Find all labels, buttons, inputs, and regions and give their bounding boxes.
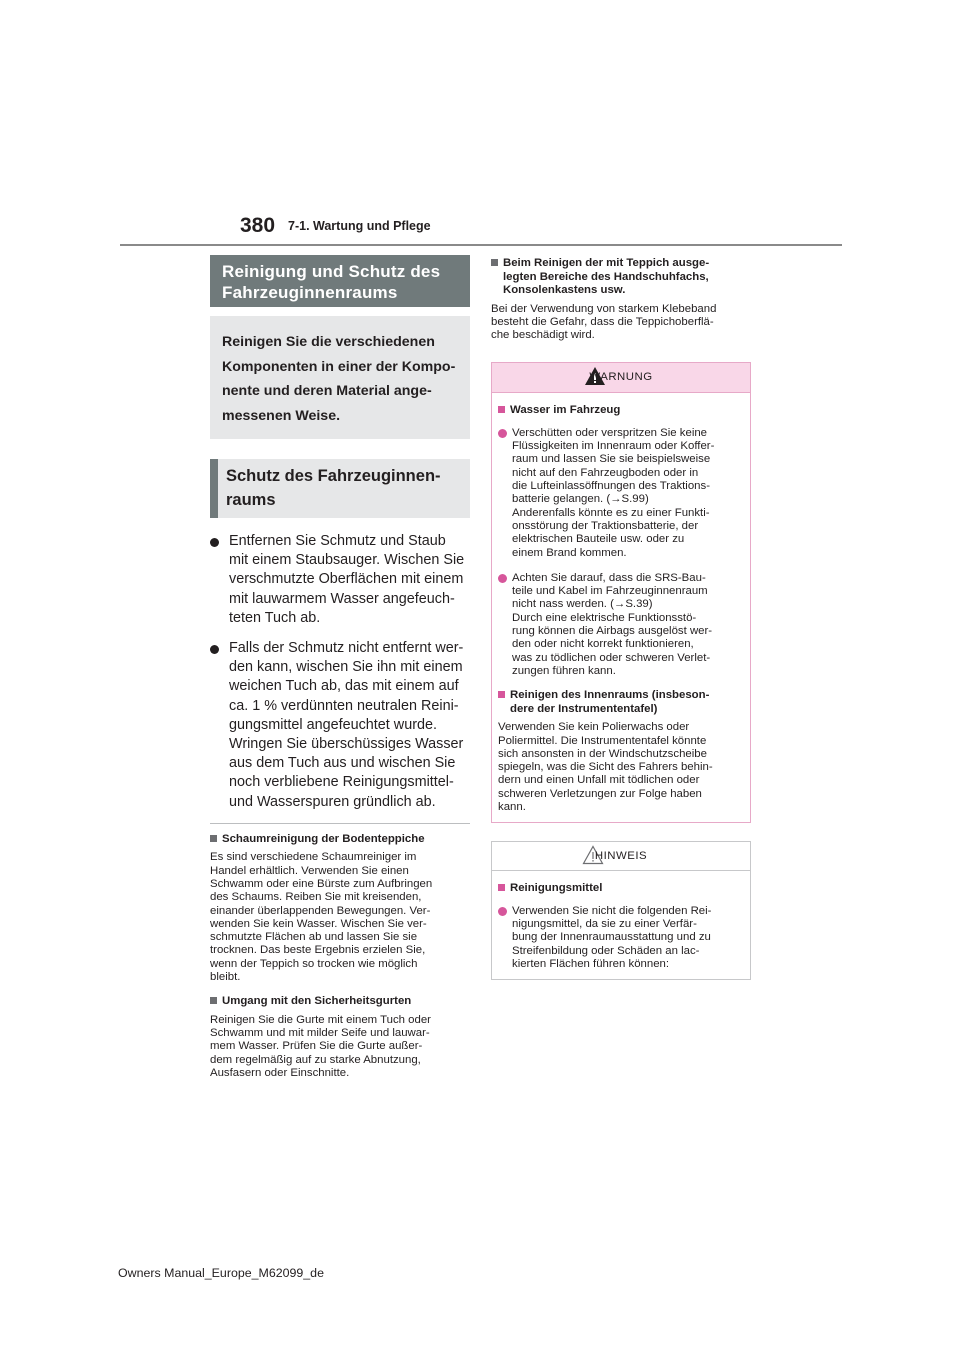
footer-document-id: Owners Manual_Europe_M62099_de: [118, 1266, 324, 1280]
line: Verschütten oder verspritzen Sie keine: [512, 426, 708, 439]
line: einander überlappenden Bewegungen. Ver-: [210, 904, 431, 917]
paragraph: [498, 721, 744, 814]
line: aus dem Tuch aus und wischen Sie: [229, 755, 456, 772]
section-heading: Umgang mit den Sicherheitsgurten: [210, 995, 470, 1009]
notice-header: [492, 842, 750, 871]
line: ca. 1 % verdünnten neutralen Reini-: [229, 697, 459, 714]
line: Reinigen des Innenraums (insbeson-: [510, 689, 710, 702]
notice-item: [498, 905, 744, 971]
line: nicht nass werden. (→S.39): [512, 598, 653, 611]
line: wenn der Teppich so trocken wie möglich: [210, 957, 418, 970]
intro-line: Komponenten in einer der Kompo-: [222, 358, 456, 375]
line: teten Tuch ab.: [229, 609, 321, 626]
line: Streifenbildung oder Schäden an lac-: [512, 944, 700, 957]
intro-line: nente und deren Material ange-: [222, 383, 432, 399]
line: elektrischen Bauteile usw. oder zu: [512, 533, 685, 546]
notice-subheading: Reinigungsmittel: [498, 882, 744, 896]
line: und Wasserspuren gründlich ab.: [229, 793, 436, 810]
section-divider: [210, 823, 470, 824]
line: Beim Reinigen der mit Teppich ausge-: [503, 257, 710, 269]
list-item: [210, 532, 470, 628]
line: Achten Sie darauf, dass die SRS-Bau-: [512, 571, 706, 584]
list-item: [210, 639, 470, 812]
section-title: 7-1. Wartung und Pflege: [288, 219, 431, 233]
intro-line: messenen Weise.: [222, 407, 341, 424]
notice-label: HINWEIS: [594, 850, 648, 863]
notice-body: [492, 871, 750, 979]
line: mit einem Staubsauger. Wischen Sie: [229, 552, 465, 569]
section-heading: [491, 257, 751, 298]
line: Poliermittel. Die Instrumententafel könnte: [498, 734, 707, 747]
warning-box: [491, 362, 751, 823]
line: dere der Instrumententafel): [510, 702, 658, 715]
subheading-line: Schutz des Fahrzeuginnen-: [226, 467, 441, 485]
line: des Schaums. Reiben Sie mit kreisenden,: [210, 891, 422, 904]
line: Es sind verschiedene Schaumreiniger im: [210, 851, 417, 864]
line: legten Bereiche des Handschuhfachs,: [503, 270, 709, 283]
line: teile und Kabel im Fahrzeuginnenraum: [512, 585, 708, 598]
line: onsstörung der Traktionsbatterie, der: [512, 519, 699, 532]
line: sich ansonsten in der Windschutzscheibe: [498, 747, 707, 760]
line: schmutzte Flächen ab und lassen Sie sie: [210, 931, 418, 944]
line: Bei der Verwendung von starkem Klebeband: [491, 302, 717, 315]
chapter-title-line: Fahrzeuginnenraums: [222, 283, 398, 302]
line: mem Wasser. Prüfen Sie die Gurte außer-: [210, 1040, 423, 1053]
warning-body: [492, 393, 750, 822]
line: dern und einen Unfall mit tödlichen oder: [498, 774, 700, 787]
subheading: [210, 459, 470, 518]
chapter-title-line: Reinigung und Schutz des: [222, 262, 441, 281]
line: die Lufteinlassöffnungen des Traktions-: [512, 480, 710, 493]
line: spiegeln, was die Sicht des Fahrers behin-: [498, 761, 713, 774]
line: verschmutzte Oberflächen mit einem: [229, 571, 464, 588]
line: schweren Verletzungen zur Folge haben: [498, 787, 702, 800]
warning-item: [498, 572, 744, 678]
line: Anderenfalls könnte es zu einer Funkti-: [512, 506, 710, 519]
line: dem regelmäßig auf zu starke Abnutzung,: [210, 1053, 421, 1066]
notice-box: [491, 841, 751, 980]
line: batterie gelangen. (→S.99): [512, 493, 649, 506]
bullet-list: [210, 532, 470, 812]
line: mit lauwarmem Wasser angefeuch-: [229, 590, 455, 607]
warning-subheading: Wasser im Fahrzeug: [498, 404, 744, 418]
line: Wringen Sie überschüssiges Wasser: [229, 736, 464, 753]
line: raum und lassen Sie sie beispielsweise: [512, 453, 711, 466]
paragraph: [491, 303, 751, 343]
line: che beschädigt wird.: [491, 329, 595, 342]
line: weichen Tuch ab, das mit einem auf: [229, 678, 459, 695]
header-divider: [120, 244, 842, 246]
line: Verwenden Sie kein Polierwachs oder: [498, 721, 690, 734]
right-column: [491, 255, 751, 980]
intro-box: [210, 316, 470, 439]
line: Flüssigkeiten im Innenraum oder Koffer-: [512, 440, 715, 453]
line: nigungsmittel, da sie zu einer Verfär-: [512, 918, 697, 931]
warning-subheading: [498, 689, 744, 716]
page-header: [0, 0, 960, 250]
line: Schwamm oder eine Bürste zum Aufbringen: [210, 877, 433, 890]
line: Konsolenkastens usw.: [503, 284, 626, 296]
line: Entfernen Sie Schmutz und Staub: [229, 533, 446, 549]
line: zungen führen kann.: [512, 664, 616, 677]
section-heading: Schaumreinigung der Bodenteppiche: [210, 833, 470, 847]
line: rung können die Airbags ausgelöst wer-: [512, 625, 713, 638]
paragraph: [210, 851, 470, 984]
subheading-line: raums: [226, 491, 276, 509]
line: nicht auf den Fahrzeugboden oder in: [512, 466, 699, 479]
line: den oder nicht korrekt funktionieren,: [512, 638, 694, 651]
line: besteht die Gefahr, dass die Teppichoberflä-: [491, 315, 714, 328]
chapter-title-bar: [210, 255, 470, 307]
line: kierten Flächen führen können:: [512, 958, 670, 970]
line: Falls der Schmutz nicht entfernt wer-: [229, 640, 464, 657]
line: wenden Sie kein Wasser. Wischen Sie ver-: [210, 917, 427, 930]
line: Schwamm und mit milder Seife und lauwar-: [210, 1027, 430, 1040]
line: den kann, wischen Sie ihn mit einem: [229, 659, 463, 676]
warning-item: [498, 427, 744, 560]
line: trocknen. Das beste Ergebnis erzielen Sie,: [210, 944, 426, 957]
line: gungsmittel angefeuchtet wurde.: [229, 716, 437, 733]
line: was zu tödlichen oder schweren Verlet-: [512, 651, 711, 664]
line: Verwenden Sie nicht die folgenden Rei-: [512, 904, 712, 917]
line: Ausfasern oder Einschnitte.: [210, 1067, 350, 1079]
line: Reinigen Sie die Gurte mit einem Tuch oder: [210, 1013, 431, 1026]
warning-label: WARNUNG: [589, 371, 653, 384]
paragraph: [210, 1014, 470, 1080]
line: Handel erhältlich. Verwenden Sie einen: [210, 864, 409, 877]
line: Durch eine elektrische Funktionsstö-: [512, 611, 697, 624]
line: bleibt.: [210, 971, 241, 984]
line: noch verbliebene Reinigungsmittel-: [229, 774, 454, 791]
intro-line: Reinigen Sie die verschiedenen: [222, 334, 435, 350]
page-number: 380: [240, 214, 276, 237]
left-column: [210, 255, 470, 1080]
line: einem Brand kommen.: [512, 546, 627, 559]
warning-header: [492, 363, 750, 393]
line: bung der Innenraumausstattung und zu: [512, 931, 711, 944]
line: kann.: [498, 801, 526, 814]
